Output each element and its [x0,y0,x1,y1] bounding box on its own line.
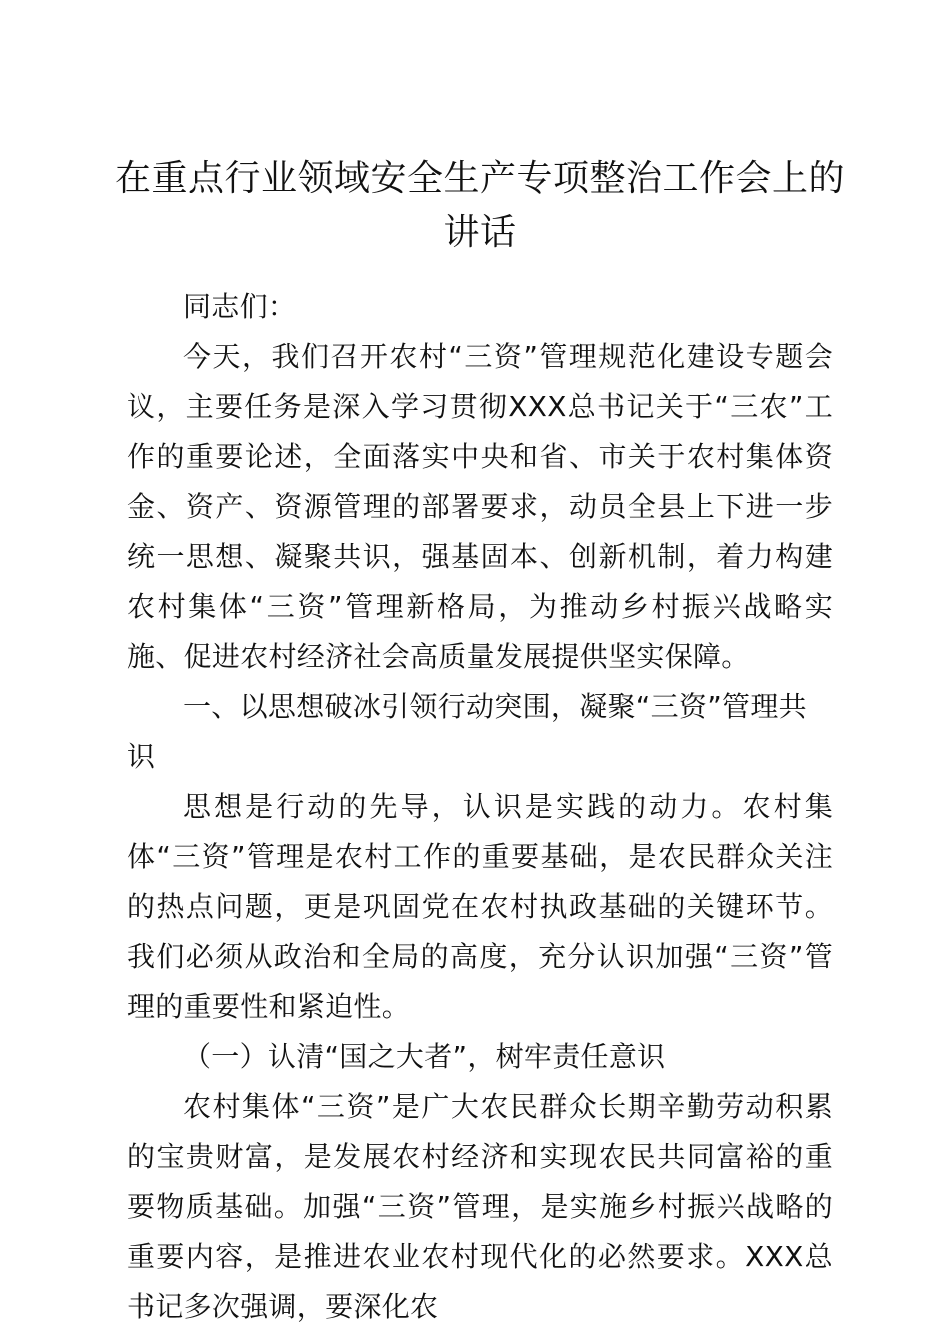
paragraph-section-1: 思想是行动的先导，认识是实践的动力。农村集体“三资”管理是农村工作的重要基础，是农民群众关注的热点问题，更是巩固党在农村执政基础的关键环节。我们必须从政治和全局的高度，充分认识加强“三资”管理的重要性和紧迫性。 [127,790,833,1023]
document-body [127,282,833,1332]
document-title: 在重点行业领域安全生产专项整治工作会上的讲话 [114,158,845,253]
paragraph-intro: 今天，我们召开农村“三资”管理规范化建设专题会议，主要任务是深入学习贯彻XXX总书记关于“三农”工作的重要论述，全面落实中央和省、市关于农村集体资金、资产、资源管理的部署要求，动员全县上下进一步统一思想、凝聚共识，强基固本、创新机制，着力构建农村集体“三资”管理新格局，为推动乡村振兴战略实施、促进农村经济社会高质量发展提供坚实保障。 [127,340,833,673]
section-heading-1: 一、以思想破冰引领行动突围，凝聚“三资”管理共识 [127,690,807,773]
subsection-heading-1: （一）认清“国之大者”，树牢责任意识 [183,1040,666,1073]
paragraph-subsection-1: 农村集体“三资”是广大农民群众长期辛勤劳动积累的宝贵财富，是发展农村经济和实现农民共同富裕的重要物质基础。加强“三资”管理，是实施乡村振兴战略的重要内容，是推进农业农村现代化的必然要求。XXX总书记多次强调，要深化农 [127,1090,833,1323]
salutation: 同志们： [183,290,297,323]
